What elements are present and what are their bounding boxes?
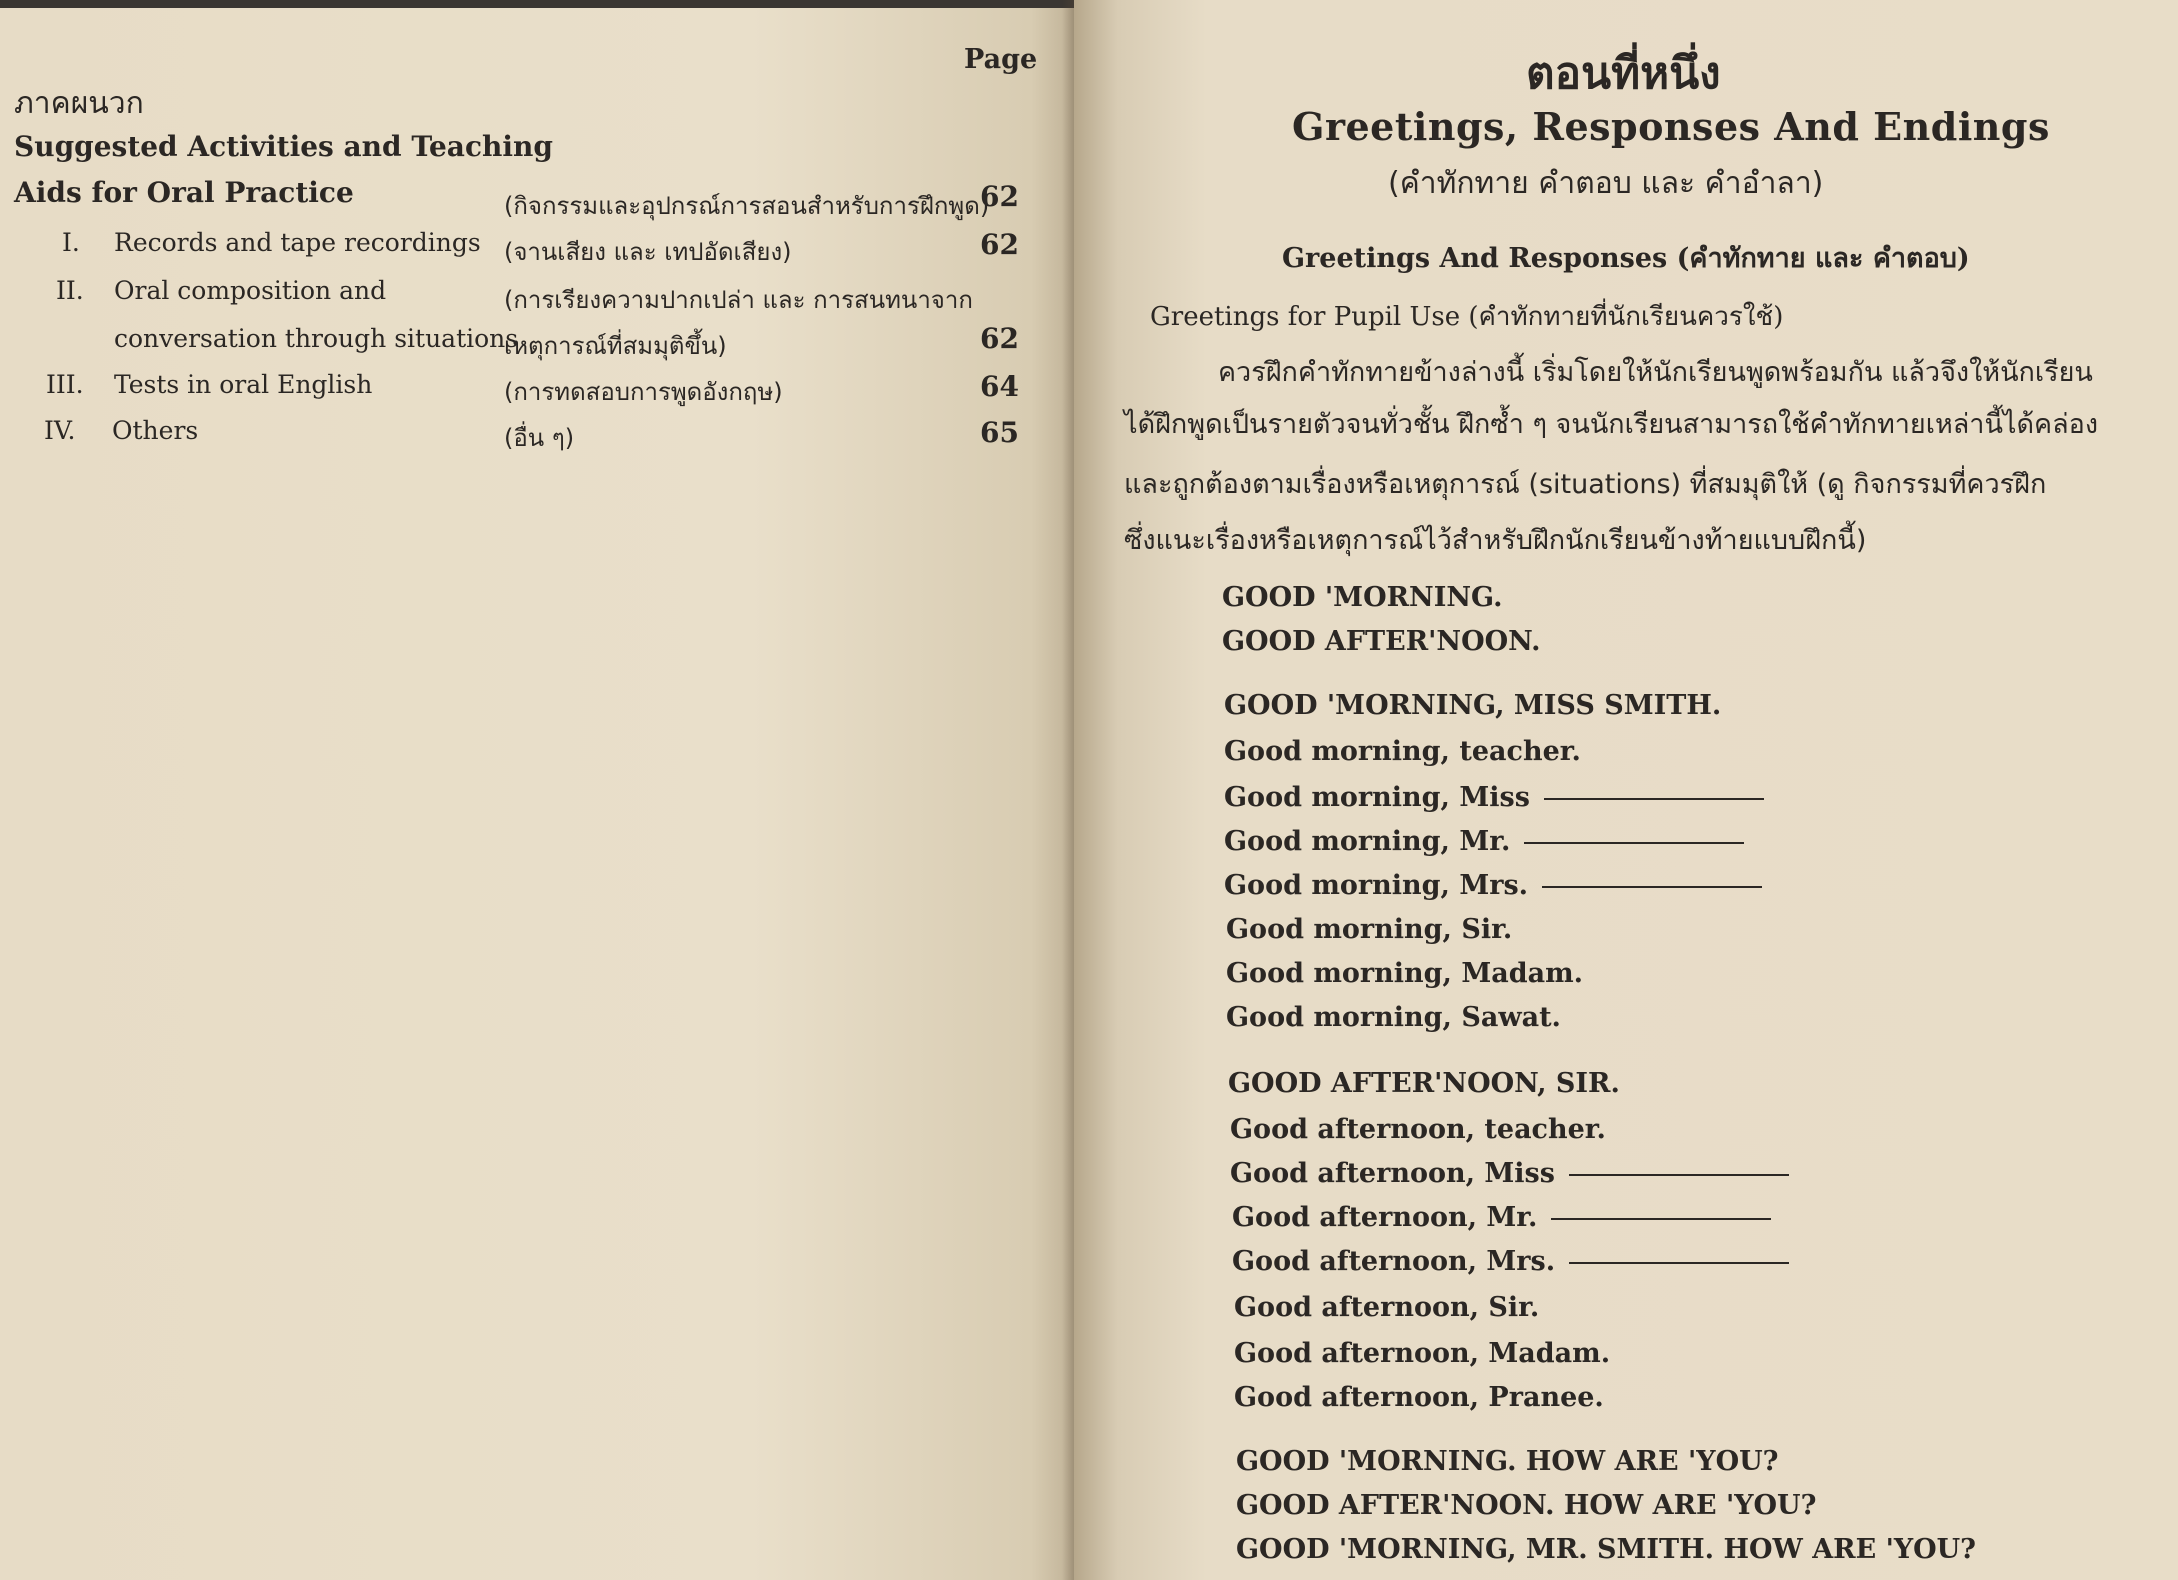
dialogue-line: Good morning, Miss [1224,782,1764,813]
chapter-title: ตอนที่หนึ่ง [1526,48,1721,99]
toc-item-number: III. [46,370,84,399]
toc-item-english: Tests in oral English [114,370,373,399]
dialogue-line: Good afternoon, Madam. [1234,1338,1611,1369]
main-subtitle: (คำทักทาย คำตอบ และ คำอำลา) [1388,166,1824,201]
blank-line [1544,798,1764,800]
paragraph-line: ได้ฝึกพูดเป็นรายตัวจนทั่วชั้น ฝึกซ้ำ ๆ จนนักเรียนสามารถใช้คำทักทายเหล่านี้ได้คล่อง [1124,409,2099,440]
paragraph-line: ซึ่งแนะเรื่องหรือเหตุการณ์ไว้สำหรับฝึกนักเรียนข้างท้ายแบบฝึกนี้) [1124,525,1867,556]
page-column-label: Page [964,44,1038,75]
dialogue-line: GOOD 'MORNING. HOW ARE 'YOU? [1236,1446,1779,1477]
dialogue-line: GOOD 'MORNING. [1222,582,1503,613]
dialogue-line: GOOD 'MORNING, MISS SMITH. [1224,690,1722,721]
toc-item-page: 62 [980,228,1019,261]
dialogue-line: Good morning, Sawat. [1226,1002,1561,1033]
toc-item-number: I. [62,228,80,257]
dialogue-line: Good morning, Mrs. [1224,870,1762,901]
toc-item-number: IV. [44,416,76,445]
toc-item-page: 64 [980,370,1019,403]
toc-item-thai: (การทดสอบการพูดอังกฤษ) [504,378,783,406]
section-title-line-2: Aids for Oral Practice [14,176,354,209]
dialogue-line: Good afternoon, Miss [1230,1158,1789,1189]
toc-item-thai: (อื่น ๆ) [504,424,575,452]
dialogue-line: Good afternoon, Pranee. [1234,1382,1604,1413]
left-page [0,0,1074,1580]
toc-item-english: Others [112,416,199,445]
dialogue-line: Good morning, Madam. [1226,958,1584,989]
dialogue-line: Good morning, teacher. [1224,736,1581,767]
toc-item-thai: (จานเสียง และ เทปอัดเสียง) [504,238,792,266]
blank-line [1542,886,1762,888]
dialogue-line: Good afternoon, Mrs. [1232,1246,1789,1277]
pupil-heading: Greetings for Pupil Use (คำทักทายที่นักเรียนควรใช้) [1150,302,1784,332]
paragraph-line: ควรฝึกคำทักทายข้างล่างนี้ เริ่มโดยให้นักเรียนพูดพร้อมกัน แล้วจึงให้นักเรียน [1218,357,2093,388]
toc-item-page: 65 [980,416,1019,449]
dialogue-line: GOOD AFTER'NOON, SIR. [1228,1068,1620,1099]
dialogue-line: Good morning, Mr. [1224,826,1744,857]
dialogue-line: Good afternoon, teacher. [1230,1114,1606,1145]
section-heading: Greetings And Responses (คำทักทาย และ คำตอบ) [1282,243,1970,274]
section-page-number: 62 [980,180,1019,213]
section-thai-title: (กิจกรรมและอุปกรณ์การสอนสำหรับการฝึกพูด) [504,192,990,220]
toc-item-number: II. [56,276,84,305]
toc-item-english: Oral composition and [114,276,387,305]
dialogue-line: Good morning, Sir. [1226,914,1513,945]
toc-item-thai: (การเรียงความปากเปล่า และ การสนทนาจาก [504,286,973,314]
blank-line [1569,1174,1789,1176]
toc-item-thai: เหตุการณ์ที่สมมุติขึ้น) [504,332,727,360]
section-title-line-1: Suggested Activities and Teaching [14,130,553,163]
blank-line [1524,842,1744,844]
toc-item-english: Records and tape recordings [114,228,481,257]
toc-item-page: 62 [980,322,1019,355]
blank-line [1551,1218,1771,1220]
paragraph-line: และถูกต้องตามเรื่องหรือเหตุการณ์ (situations) ที่สมมุติให้ (ดู กิจกรรมที่ควรฝึก [1124,469,2047,500]
blank-line [1569,1262,1789,1264]
dialogue-line: GOOD AFTER'NOON. [1222,626,1541,657]
dialogue-line: Good afternoon, Mr. [1232,1202,1771,1233]
dialogue-line: GOOD AFTER'NOON. HOW ARE 'YOU? [1236,1490,1817,1521]
appendix-heading: ภาคผนวก [14,86,144,121]
main-title: Greetings, Responses And Endings [1292,104,2050,149]
dialogue-line: GOOD 'MORNING, MR. SMITH. HOW ARE 'YOU? [1236,1534,1976,1565]
dialogue-line: Good afternoon, Sir. [1234,1292,1540,1323]
toc-item-english: conversation through situations [114,324,519,353]
